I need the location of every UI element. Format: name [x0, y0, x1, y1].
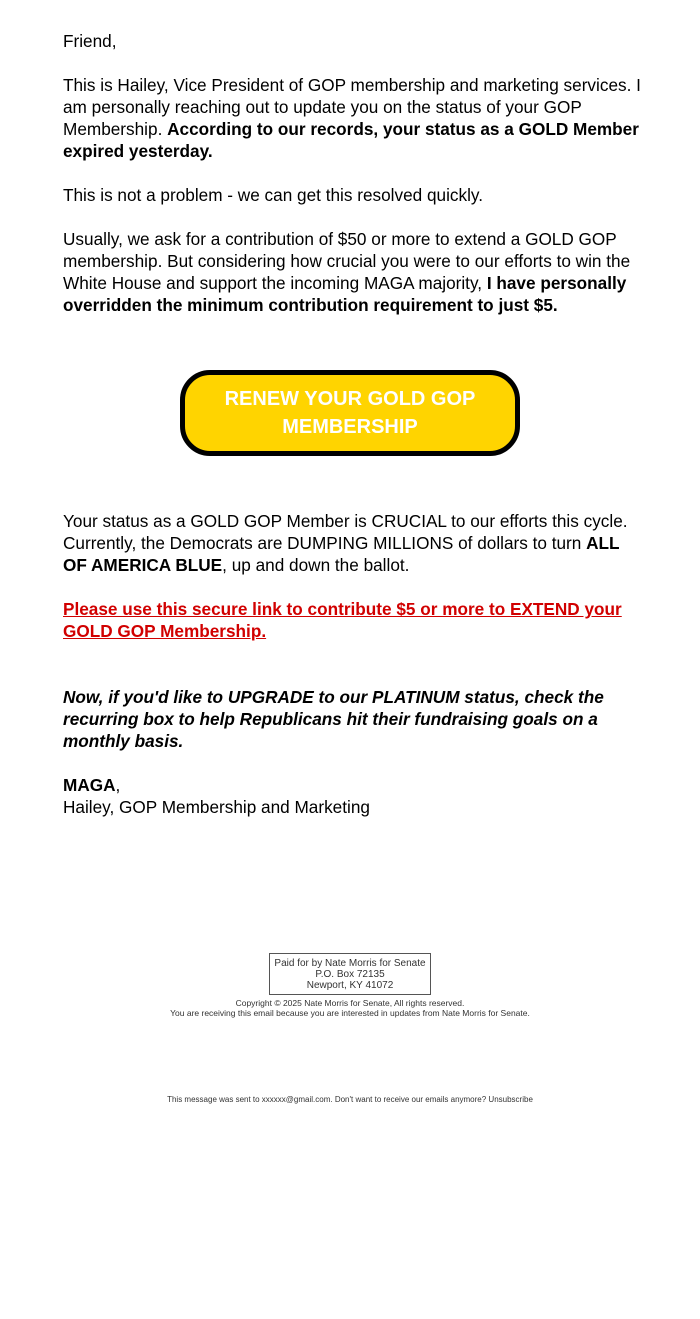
- intro-paragraph-text: [63, 74, 643, 162]
- copyright-text: Copyright © 2025 Nate Morris for Senate, All rights reserved.: [235, 998, 465, 1008]
- contribution-paragraph: [63, 228, 643, 316]
- receiving-reason-text: You are receiving this email because you are interested in updates from Nate Morris for Senate.: [170, 1008, 530, 1018]
- signature: Hailey, GOP Membership and Marketing: [63, 797, 370, 817]
- status-text-after: , up and down the ballot.: [222, 555, 410, 575]
- greeting-text: Friend,: [63, 31, 117, 51]
- signoff-bold: MAGA: [63, 775, 116, 795]
- signoff-comma: ,: [115, 775, 121, 795]
- sent-to-notice: [0, 1095, 700, 1104]
- status-bold-text: ALL OF AMERICA BLUE: [63, 533, 620, 575]
- unsubscribe-link[interactable]: Unsubscribe: [488, 1095, 533, 1104]
- intro-bold-text: According to our records, your status as a GOLD Member expired yesterday.: [63, 119, 639, 161]
- signoff-line: [63, 774, 643, 796]
- reassurance-text: This is not a problem - we can get this resolved quickly.: [63, 185, 484, 205]
- cta-container: [180, 370, 520, 456]
- status-text-before: Your status as a GOLD GOP Member is CRUCIAL to our efforts this cycle. Currently, the Democrats are DUMPING MILLIONS of dollars to turn: [63, 511, 628, 553]
- renew-membership-button[interactable]: RENEW YOUR GOLD GOP MEMBERSHIP: [180, 370, 520, 456]
- po-box-line: P.O. Box 72135: [315, 969, 385, 980]
- paid-for-line: Paid for by Nate Morris for Senate: [274, 958, 426, 969]
- contribution-text: Usually, we ask for a contribution of $50 or more to extend a GOLD GOP membership. But considering how crucial you were to our efforts to win the White House and support the incoming MAGA majority,: [63, 229, 631, 293]
- sent-to-text: This message was sent to xxxxxx@gmail.com. Don't want to receive our emails anymore?: [167, 1095, 489, 1104]
- secure-link-paragraph: [63, 598, 643, 642]
- intro-paragraph: [63, 74, 643, 162]
- greeting: [63, 30, 643, 52]
- reassurance-paragraph: [63, 184, 643, 206]
- upgrade-text: Now, if you'd like to UPGRADE to our PLATINUM status, check the recurring box to help Republicans hit their fundraising goals on a monthly basis.: [63, 687, 604, 751]
- status-paragraph-text: [63, 510, 643, 576]
- status-paragraph: [63, 510, 643, 576]
- paid-for-disclaimer: [269, 953, 431, 995]
- city-line: Newport, KY 41072: [306, 980, 394, 991]
- intro-text: This is Hailey, Vice President of GOP membership and marketing services. I am personally reaching out to update you on the status of your GOP Membership.: [63, 75, 641, 139]
- contribution-bold-text: I have personally overridden the minimum contribution requirement to just $5.: [63, 273, 627, 315]
- signoff: [63, 774, 643, 818]
- contribution-paragraph-text: [63, 228, 643, 316]
- upgrade-paragraph: [63, 686, 643, 752]
- secure-contribute-link[interactable]: Please use this secure link to contribute $5 or more to EXTEND your GOLD GOP Membership.: [63, 599, 622, 641]
